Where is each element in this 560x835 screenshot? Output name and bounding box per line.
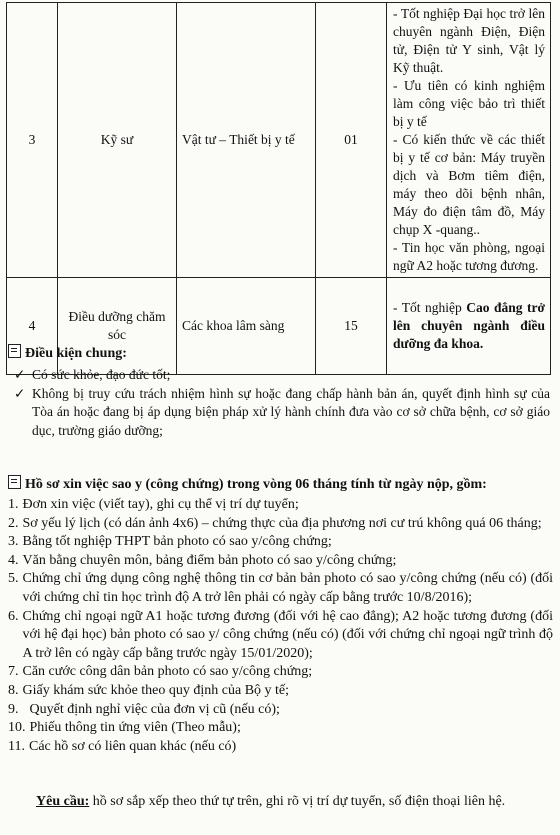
- list-item: [8, 663, 553, 682]
- requirement-line: - Ưu tiên có kinh nghiệm làm công việc bảo trì thiết bị y tế: [393, 78, 545, 129]
- document-icon: [8, 475, 21, 489]
- dossier-list: [8, 496, 553, 756]
- item-number: 1.: [8, 497, 19, 512]
- requirements: [387, 278, 551, 375]
- item-number: 5.: [8, 571, 19, 587]
- job-title: Kỹ sư: [58, 3, 177, 278]
- department: Vật tư – Thiết bị y tế: [177, 3, 316, 278]
- item-text: Có sức khỏe, đạo đức tốt;: [32, 367, 171, 382]
- note-text: hồ sơ sắp xếp theo thứ tự trên, ghi rõ vị trí dự tuyển, số điện thoại liên hệ.: [89, 794, 506, 809]
- checkmark-icon: ✓: [14, 385, 26, 401]
- requirement-prefix: - Tốt nghiệp: [393, 300, 467, 315]
- quantity: 15: [316, 278, 387, 375]
- list-item: [8, 515, 553, 534]
- list-item: [8, 570, 553, 607]
- requirement-line: - Có kiến thức về các thiết bị y tế cơ bản: Máy truyền dịch và Bơm tiêm điện, máy theo dõi bệnh nhân, Máy đo điện tâm đồ, Máy chụp X -quang..: [393, 132, 545, 237]
- list-item: [8, 719, 553, 738]
- item-number: 4.: [8, 552, 19, 568]
- dossier-heading: [8, 475, 487, 494]
- requirement-bold: Cao đẳng trở lên chuyên ngành điều dưỡng đa khoa.: [393, 300, 545, 351]
- list-item: [8, 738, 553, 757]
- checkmark-icon: ✓: [14, 367, 26, 382]
- heading-text: Hồ sơ xin việc sao y (công chứng) trong vòng 06 tháng tính từ ngày nộp, gồm:: [25, 477, 487, 492]
- note-label: Yêu cầu:: [36, 794, 90, 809]
- item-text: Chứng chỉ ngoại ngữ A1 hoặc tương đương (đối với hệ cao đẳng); A2 hoặc tương đương (đối với hệ đại học) bản photo có sao y/ công chứng (nếu có) (đối với chứng chỉ ngoại ngữ trình độ A trở lên có ngày cấp bằng trước ngày 15/01/2020);: [22, 608, 553, 661]
- item-text: Quyết định nghỉ việc của đơn vị cũ (nếu có);: [22, 701, 280, 717]
- item-text: Văn bằng chuyên môn, bảng điểm bản photo có sao y/công chứng;: [22, 552, 397, 568]
- item-text: Các hồ sơ có liên quan khác (nếu có): [28, 738, 237, 754]
- item-text: Căn cước công dân bản photo có sao y/công chứng;: [22, 664, 313, 680]
- requirement-note: [8, 793, 553, 812]
- list-item: [8, 682, 553, 701]
- item-number: 7.: [8, 664, 19, 680]
- recruitment-table: [6, 2, 551, 375]
- list-item: [8, 608, 553, 664]
- list-item: [8, 701, 553, 720]
- requirement-line: - Tin học văn phòng, ngoại ngữ A2 hoặc tương đương.: [393, 240, 545, 273]
- list-item: [14, 366, 550, 385]
- row-number: 3: [7, 3, 58, 278]
- item-text: Bằng tốt nghiệp THPT bản photo có sao y/công chứng;: [22, 534, 332, 550]
- item-number: 9.: [8, 701, 19, 717]
- document-icon: [8, 344, 21, 358]
- requirement-line: - Tốt nghiệp Đại học trở lên chuyên ngành Điện, Điện tử, Điện tử Y sinh, Vật lý Kỹ thuật.: [393, 6, 545, 75]
- list-item: [8, 496, 553, 515]
- item-number: 3.: [8, 534, 19, 550]
- row-number: 4: [7, 278, 58, 375]
- item-text: Giấy khám sức khỏe theo quy định của Bộ y tế;: [22, 682, 290, 698]
- item-number: 6.: [8, 608, 19, 624]
- item-text: Chứng chỉ ứng dụng công nghệ thông tin cơ bản bản photo có sao y/công chứng (nếu có) (đối với chứng chỉ tin học trình độ A trở lên phải có ngày cấp bằng trước 10/8/2016);: [22, 571, 553, 605]
- item-number: 8.: [8, 682, 19, 698]
- job-title: Điều dưỡng chăm sóc: [58, 278, 177, 375]
- item-number: 11.: [8, 738, 25, 754]
- quantity: 01: [316, 3, 387, 278]
- item-number: 10.: [8, 720, 26, 736]
- list-item: [8, 533, 553, 552]
- heading-text: Điều kiện chung:: [25, 346, 127, 361]
- item-text: Không bị truy cứu trách nhiệm hình sự hoặc đang chấp hành bản án, quyết định hình sự của Tòa án hoặc đang bị áp dụng biện pháp xử lý hành chính đưa vào cơ sở chữa bệnh, cơ sở giáo dục, trường giáo dưỡng;: [32, 385, 550, 438]
- item-text: Đơn xin việc (viết tay), ghi cụ thể vị trí dự tuyển;: [22, 497, 299, 512]
- table-row: [7, 3, 551, 278]
- general-conditions-list: [14, 366, 550, 440]
- list-item: [14, 385, 550, 441]
- item-text: Sơ yếu lý lịch (có dán ảnh 4x6) – chứng thực của địa phương nơi cư trú không quá 06 tháng;: [22, 515, 542, 531]
- general-conditions-heading: [8, 344, 127, 363]
- item-number: 2.: [8, 515, 19, 531]
- department: Các khoa lâm sàng: [177, 278, 316, 375]
- item-text: Phiếu thông tin ứng viên (Theo mẫu);: [29, 720, 241, 736]
- list-item: [8, 552, 553, 571]
- requirements: [387, 3, 551, 278]
